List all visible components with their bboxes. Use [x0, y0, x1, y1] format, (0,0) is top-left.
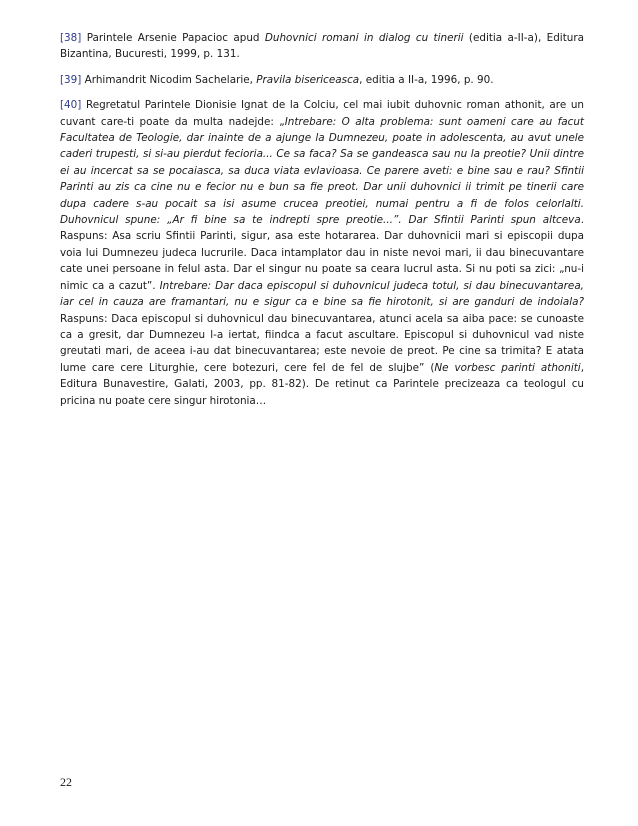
footnotes: [60, 30, 584, 418]
footnote-ref-link[interactable]: [40]: [60, 99, 82, 112]
footnote-ref-link[interactable]: [39]: [60, 73, 82, 86]
footnote-39: [39] Arhimandrit Nicodim Sachelarie, Pravila bisericeasca, editia a II-a, 1996, p. 90.: [60, 73, 494, 86]
page-number: 22: [60, 775, 72, 789]
footnote-40: [40] Regretatul Parintele Dionisie Ignat de la Colciu, cel mai iubit duhovnic roman athonit, are un cuvant care-ti poate da multa nadejde: „Intrebare: O alta problema: sunt oameni care au facut Facultatea de Teologie, dar inainte de a ajunge la Dumnezeu, poate in adolescenta, au avut unele caderi trupesti, si si-au pierdut fecioria... Ce sa faca? Sa se gandeasca sau nu la preotie? Unii dintre ei au incercat sa se pocaiasca, sa duca viata evlavioasa. Ce parere aveti: e bine sau e rau? Sfintii Parinti au zis ca cine nu e fecior nu e bun sa fie preot. Dar unii duhovnici ii trimit pe tinerii care dupa cadere s-au pocait sa isi asume crucea preotiei, numai pentru a fi de folos celorlalti. Duhovnicul spune: „Ar fi bine sa te indrepti spre preotie...”. Dar Sfintii Parinti spun altceva. Raspuns: Asa scriu Sfintii Parinti, sigur, asa este hotararea. Dar duhovnicii mari si episcopii dupa voia lui Dumnezeu judeca lucrurile. Daca intamplator dau in niste nevoi mari, ii dau binecuvantare cate unei persoane in felul asta. Dar el singur nu poate sa ceara lucrul asta. Si nu poti sa zici: „nu-i nimic ca a cazut”. Intrebare: Dar daca episcopul si duhovnicul judeca totul, si dau binecuvantarea, iar cel in cauza are framantari, nu e sigur ca e bine sa fie hirotonit, si are ganduri de indoiala? Raspuns: Daca episcopul si duhovnicul dau binecuvantarea, atunci acela sa aiba pace: se cunoaste ca a gresit, dar Dumnezeu l-a iertat, fiindca a facut ascultare. Episcopul si duhovnicul vad niste greutati mari, de aceea i-au dat binecuvantarea; este nevoie de preot. Pe cine sa trimita? E atata lume care cere Liturghie, cere botezuri, cere fel de fel de slujbe” (Ne vorbesc parinti athoniti, Editura Bunavestire, Galati, 2003, pp. 81-82). De retinut ca Parintele precizeaza ca teologul cu pricina nu poate cere singur hirotonia…: [60, 99, 585, 407]
footnote-ref-link[interactable]: [38]: [60, 32, 82, 44]
footnote-38: [38] Parintele Arsenie Papacioc apud Duhovnici romani in dialog cu tinerii (editia a-II-a), Editura Bizantina, Bucuresti, 1999, p. 131.: [60, 32, 584, 61]
